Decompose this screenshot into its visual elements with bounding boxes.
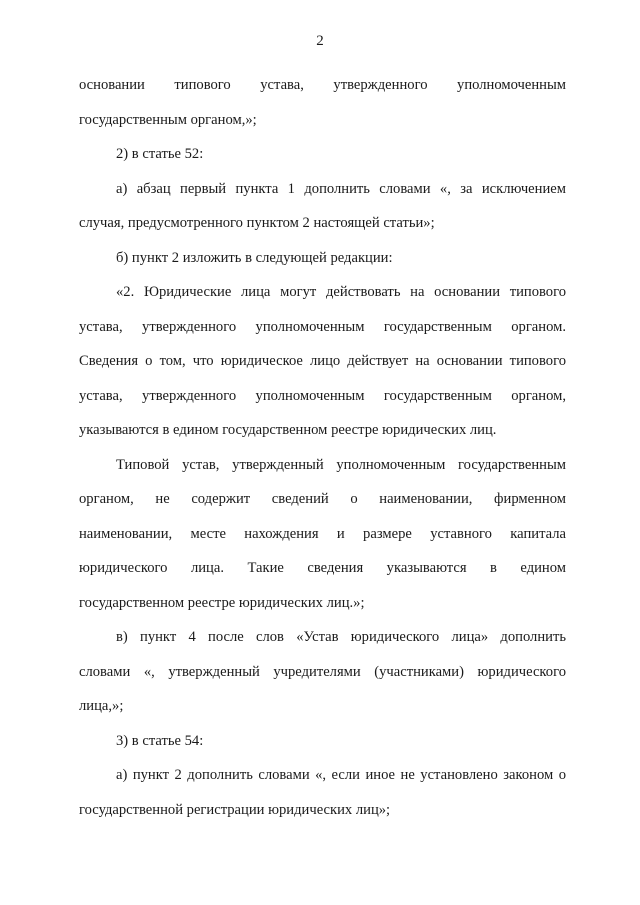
text-line: «2. Юридические лица могут действовать на основании типового <box>116 284 566 300</box>
paragraph <box>79 68 566 137</box>
paragraph <box>79 172 566 241</box>
text-line: случая, предусмотренного пунктом 2 настоящей статьи»; <box>79 215 435 231</box>
paragraph <box>79 724 566 759</box>
text-line: государственным органом,»; <box>79 111 257 128</box>
text-line: 3) в статье 54: <box>116 732 204 749</box>
text-line: органом, не содержит сведений о наименовании, фирменном <box>79 491 566 507</box>
text-line: Сведения о том, что юридическое лицо действует на основании типового <box>79 353 566 369</box>
text-line: а) пункт 2 дополнить словами «, если иное не установлено законом о <box>116 767 566 783</box>
paragraph <box>79 241 566 276</box>
paragraph <box>79 448 566 621</box>
text-line: государственном реестре юридических лиц.»; <box>79 594 365 611</box>
text-line: наименовании, месте нахождения и размере уставного капитала <box>79 525 566 542</box>
text-line: основании типового устава, утвержденного уполномоченным <box>79 77 566 93</box>
text-line: б) пункт 2 изложить в следующей редакции: <box>116 249 393 266</box>
text-line: Типовой устав, утвержденный уполномоченным государственным <box>116 456 566 473</box>
paragraph <box>79 275 566 448</box>
paragraph <box>79 758 566 827</box>
text-line: в) пункт 4 после слов «Устав юридического лица» дополнить <box>116 629 566 645</box>
text-line: юридического лица. Такие сведения указываются в едином <box>79 560 566 576</box>
text-line: а) абзац первый пункта 1 дополнить словами «, за исключением <box>116 180 566 197</box>
text-line: устава, утвержденного уполномоченным государственным органом, <box>79 387 566 404</box>
text-line: лица,»; <box>79 698 124 714</box>
text-line: указываются в едином государственном реестре юридических лиц. <box>79 422 497 438</box>
text-line: государственной регистрации юридических лиц»; <box>79 801 391 818</box>
text-line: 2) в статье 52: <box>116 146 204 162</box>
paragraph <box>79 620 566 724</box>
page-number: 2 <box>316 33 324 49</box>
text-line: устава, утвержденного уполномоченным государственным органом. <box>79 318 566 335</box>
paragraph <box>79 137 566 172</box>
document-body <box>79 68 566 827</box>
text-line: словами «, утвержденный учредителями (участниками) юридического <box>79 663 566 680</box>
